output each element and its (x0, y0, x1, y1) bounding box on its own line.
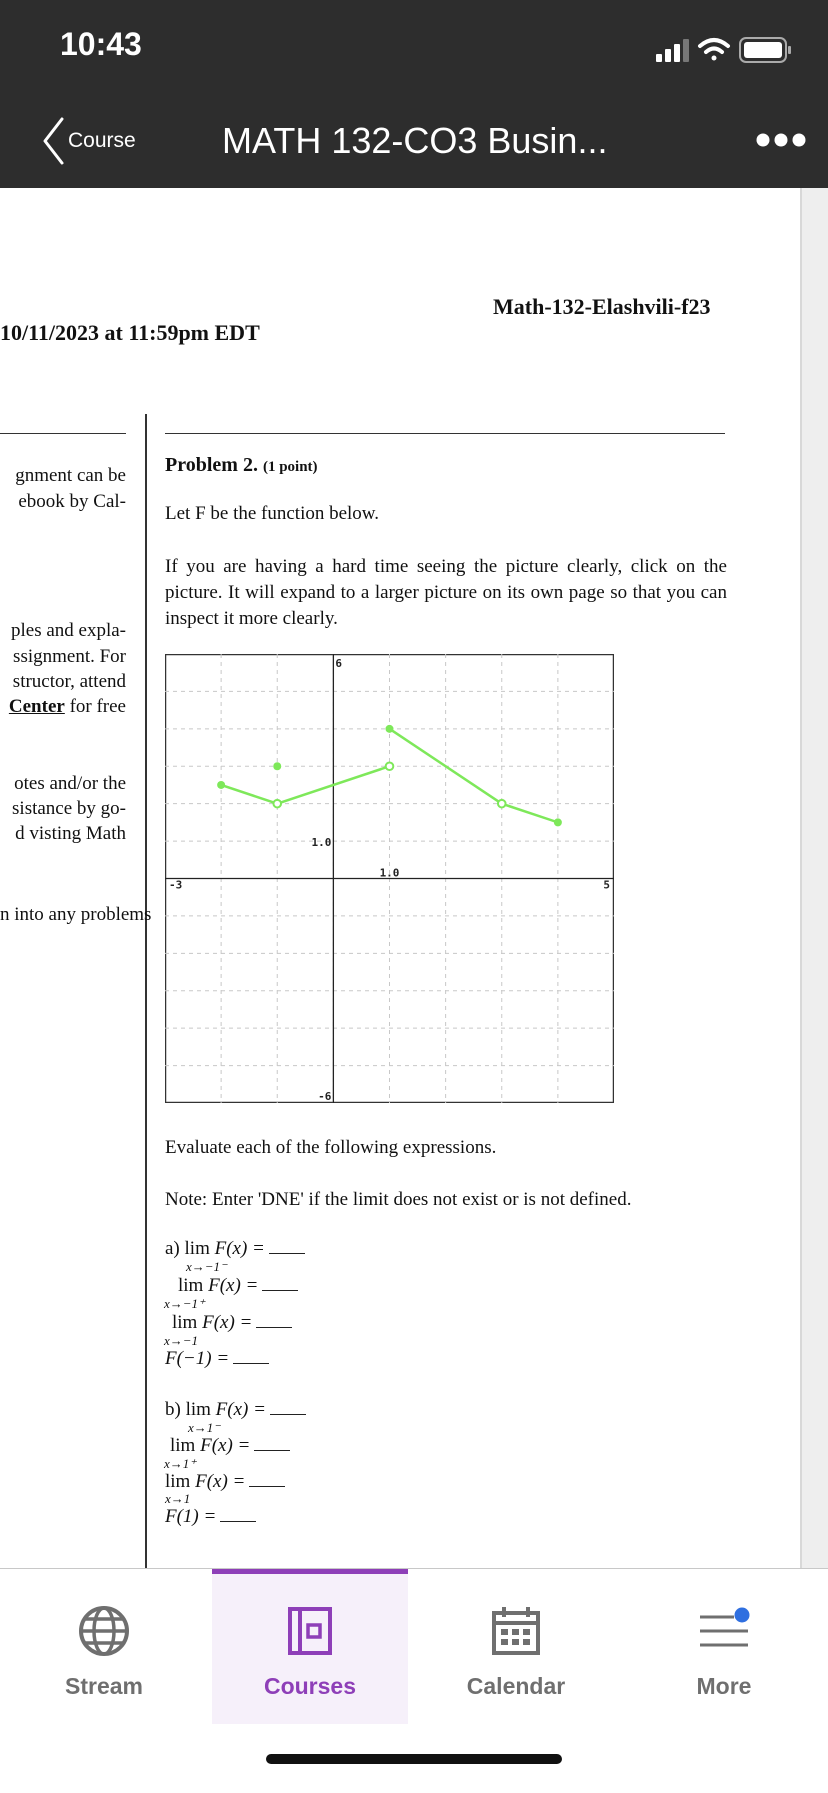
lim-operator: lim (170, 1435, 196, 1456)
tab-label: Stream (65, 1673, 143, 1699)
chevron-left-icon (42, 117, 64, 165)
problem-title (165, 454, 318, 477)
back-button[interactable] (42, 116, 136, 166)
part-a-label: a) (165, 1238, 180, 1259)
nav-bar (0, 98, 828, 188)
part-b-left-limit (165, 1399, 306, 1421)
problem-intro: Let F be the function below. (165, 503, 380, 524)
tick-label: 1.0 (379, 866, 400, 880)
lim-operator: lim (184, 1238, 210, 1259)
limit-subscript: x→1⁺ (164, 1456, 197, 1471)
lim-operator: lim (172, 1312, 198, 1333)
back-label: Course (68, 129, 136, 152)
page-edge (800, 188, 802, 1568)
part-a-left-limit (165, 1238, 305, 1260)
more-options-button[interactable] (756, 132, 806, 153)
part-b-right-limit (170, 1435, 290, 1457)
ellipsis-icon (756, 132, 806, 148)
limit-subscript: x→−1⁻ (186, 1259, 227, 1274)
lim-operator: lim (178, 1275, 204, 1296)
part-b-label: b) (165, 1399, 181, 1420)
tick-label: -6 (318, 1090, 332, 1103)
part-a-value (165, 1348, 269, 1370)
lim-operator: lim (165, 1471, 191, 1492)
answer-blank[interactable] (220, 1521, 256, 1522)
part-a-limit (172, 1312, 292, 1334)
viewer-gutter (802, 188, 828, 1568)
expression: F(x) = (200, 1435, 251, 1456)
left-text-line: ssignment. For (13, 646, 126, 667)
lim-operator: lim (185, 1399, 211, 1420)
function-graph[interactable] (165, 654, 614, 1103)
calendar-icon (490, 1605, 542, 1657)
expression: F(x) = (214, 1238, 265, 1259)
filled-point (217, 781, 225, 789)
left-text-line: ples and expla- (10, 620, 126, 641)
open-point (386, 762, 394, 770)
filled-point (273, 762, 281, 770)
expression: F(x) = (195, 1471, 246, 1492)
rule-right (165, 433, 725, 434)
tick-label: -3 (169, 878, 183, 892)
tab-label: Courses (263, 1673, 357, 1699)
problem-instructions: If you are having a hard time seeing the picture clearly, click on the picture. It will expand to a larger picture on its own page so that you can inspect it more clearly. (165, 556, 727, 629)
tab-calendar[interactable] (418, 1569, 614, 1724)
answer-blank[interactable] (249, 1486, 285, 1487)
page-title: MATH 132-CO3 Busin... (222, 120, 608, 161)
document-viewer[interactable] (0, 188, 828, 1568)
answer-blank[interactable] (270, 1414, 306, 1415)
active-tab-indicator (212, 1569, 408, 1574)
expression: F(x) = (208, 1275, 259, 1296)
part-b-limit (165, 1471, 285, 1493)
home-indicator (266, 1754, 562, 1764)
menu-icon (698, 1605, 750, 1657)
left-text-line: n into any problems (0, 904, 152, 925)
book-icon (284, 1605, 336, 1657)
problem-number: Problem 2. (165, 454, 258, 476)
status-icons (656, 36, 796, 64)
due-date: 10/11/2023 at 11:59pm EDT (0, 320, 260, 345)
left-text-line (9, 696, 126, 718)
answer-blank[interactable] (262, 1290, 298, 1291)
course-code: Math-132-Elashvili-f23 (493, 294, 711, 319)
tick-label: 1.0 (311, 836, 332, 850)
tab-stream[interactable] (6, 1569, 202, 1724)
answer-blank[interactable] (256, 1327, 292, 1328)
left-text-line: sistance by go- (12, 798, 126, 819)
evaluate-text: Evaluate each of the following expressions. (165, 1137, 497, 1158)
expression: F(−1) = (165, 1348, 230, 1369)
column-divider (145, 414, 147, 1568)
filled-point (554, 818, 562, 826)
problem-points: (1 point) (262, 459, 318, 475)
answer-blank[interactable] (269, 1253, 305, 1254)
rule-left (0, 433, 126, 434)
expression: F(x) = (215, 1399, 266, 1420)
note-text: Note: Enter 'DNE' if the limit does not exist or is not defined. (165, 1189, 632, 1210)
open-point (498, 800, 506, 808)
left-text-line: d visting Math (15, 823, 126, 844)
limit-subscript: x→−1⁺ (164, 1296, 205, 1311)
filled-point (386, 725, 394, 733)
tab-more[interactable] (626, 1569, 822, 1724)
limit-subscript: x→−1 (164, 1333, 199, 1348)
status-bar (0, 0, 828, 98)
open-point (273, 800, 281, 808)
learning-center-link[interactable]: Center (8, 696, 65, 717)
tick-label: 6 (335, 657, 342, 670)
signal-icon (656, 39, 689, 62)
globe-icon (78, 1605, 130, 1657)
answer-blank[interactable] (254, 1450, 290, 1451)
left-text-line: structor, attend (12, 671, 126, 692)
battery-icon (740, 38, 791, 62)
part-a-right-limit (178, 1275, 298, 1297)
expression: F(1) = (165, 1506, 217, 1527)
tab-label: Calendar (466, 1673, 566, 1699)
tab-courses[interactable] (212, 1569, 408, 1724)
answer-blank[interactable] (233, 1363, 269, 1364)
left-text-line: otes and/or the (14, 773, 126, 794)
limit-subscript: x→1⁻ (188, 1420, 221, 1435)
left-text-line: ebook by Cal- (18, 491, 126, 512)
part-b-value (165, 1506, 256, 1528)
limit-subscript: x→1 (165, 1491, 191, 1506)
left-text-line: gnment can be (15, 465, 126, 486)
notification-dot (735, 1608, 750, 1623)
tick-label: 5 (603, 878, 610, 892)
status-time: 10:43 (60, 26, 142, 62)
left-text-fragment: for free (69, 696, 126, 717)
wifi-icon (700, 40, 728, 61)
tab-label: More (696, 1673, 752, 1699)
expression: F(x) = (202, 1312, 253, 1333)
